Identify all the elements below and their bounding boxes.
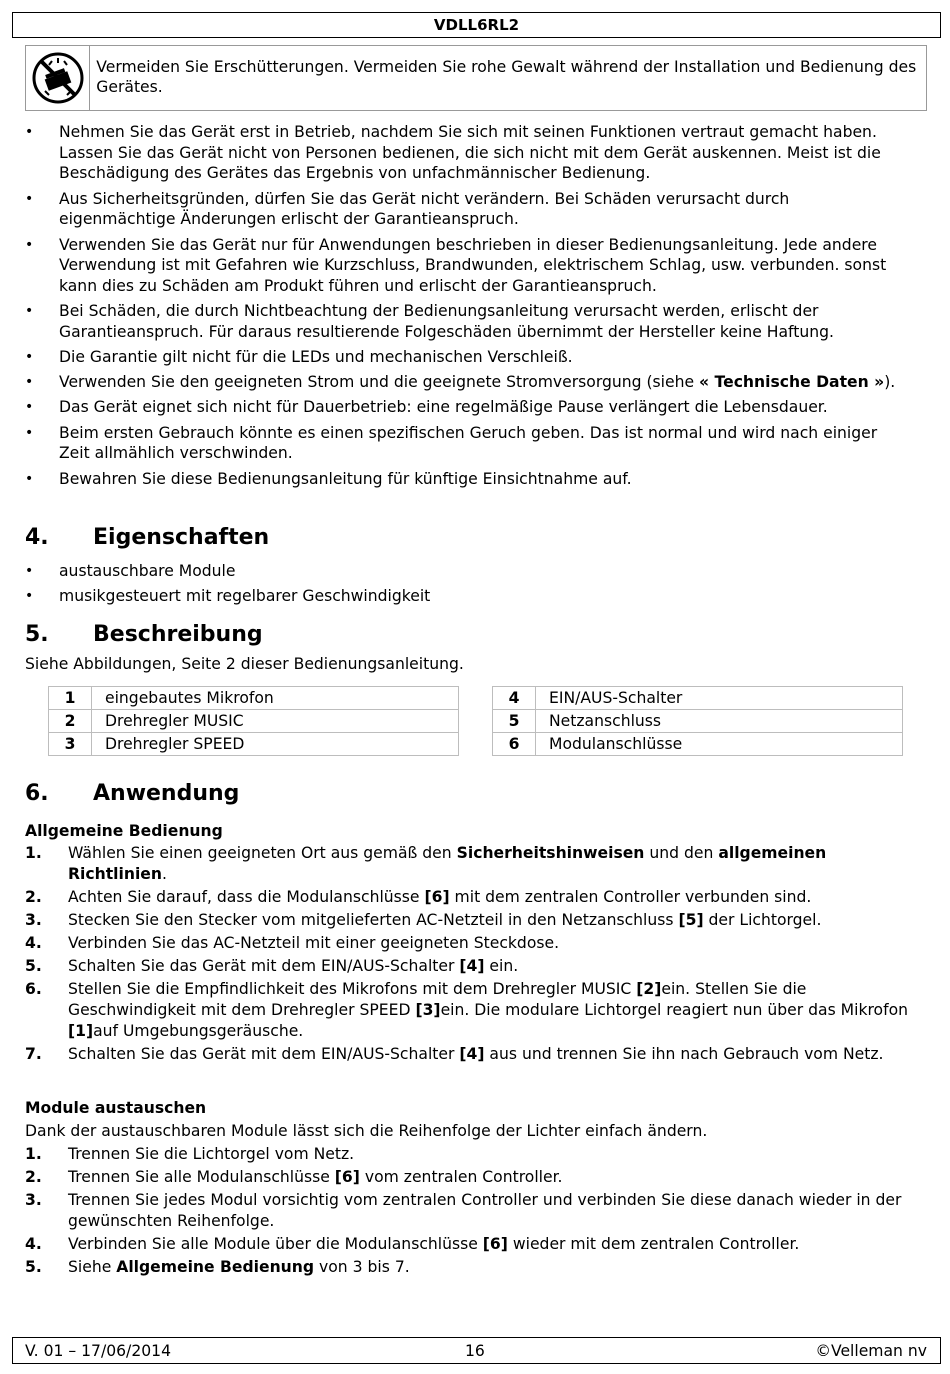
step-item <box>25 1044 925 1065</box>
step-emphasis: [1] <box>68 1022 94 1040</box>
parts-table-left <box>48 686 459 756</box>
step-text: Trennen Sie jedes Modul vorsichtig vom zentralen Controller und verbinden Sie diese danach wieder in der gewünschten Reihenfolge. <box>68 1191 902 1230</box>
step-text: der Lichtorgel. <box>703 911 822 929</box>
footer-version: V. 01 – 17/06/2014 <box>25 1342 172 1360</box>
table-row: 6 Modulanschlüsse <box>493 733 903 756</box>
header-title: VDLL6RL2 <box>433 16 520 34</box>
table-row: 5 Netzanschluss <box>493 710 903 733</box>
step-number: 7. <box>25 1045 42 1063</box>
list-item <box>25 372 905 393</box>
step-number: 5. <box>25 1258 42 1276</box>
table-row: 4 EIN/AUS-Schalter <box>493 687 903 710</box>
footer-copyright: ©Velleman nv <box>815 1342 927 1360</box>
step-text: Achten Sie darauf, dass die Modulanschlüsse <box>68 888 425 906</box>
page-header <box>12 12 941 38</box>
no-shock-icon <box>26 46 90 110</box>
step-text: Schalten Sie das Gerät mit dem EIN/AUS-Schalter <box>68 957 460 975</box>
step-text: Verbinden Sie alle Module über die Modulanschlüsse <box>68 1235 483 1253</box>
step-text: auf Umgebungsgeräusche. <box>93 1022 304 1040</box>
step-number: 5. <box>25 957 42 975</box>
step-text: mit dem zentralen Controller verbunden sind. <box>449 888 812 906</box>
table-row: 3 Drehregler SPEED <box>49 733 459 756</box>
item-text: ). <box>884 373 896 392</box>
step-text: Verbinden Sie das AC-Netzteil mit einer geeigneten Steckdose. <box>68 934 560 952</box>
list-item: • Bewahren Sie diese Bedienungsanleitung für künftige Einsichtnahme auf. <box>25 469 905 490</box>
step-number: 3. <box>25 911 42 929</box>
list-item: • austauschbare Module <box>25 561 905 582</box>
step-text: ein. Stellen Sie die Geschwindigkeit mit dem Drehregler SPEED <box>68 980 807 1019</box>
step-text: Trennen Sie die Lichtorgel vom Netz. <box>68 1145 355 1163</box>
list-item: • Das Gerät eignet sich nicht für Dauerbetrieb: eine regelmäßige Pause verlängert die Lebensdauer. <box>25 397 905 418</box>
step-text: ein. Die modulare Lichtorgel reagiert nun über das Mikrofon <box>440 1001 908 1019</box>
section-heading-beschreibung: 5. Beschreibung <box>25 622 263 647</box>
operation-steps <box>25 843 925 1067</box>
description-intro: Siehe Abbildungen, Seite 2 dieser Bedienungsanleitung. <box>25 655 464 673</box>
step-text: . <box>161 865 167 883</box>
step-item <box>25 1167 925 1188</box>
step-emphasis: [2] <box>636 980 662 998</box>
section-heading-eigenschaften: 4. Eigenschaften <box>25 525 270 550</box>
section-heading-anwendung: 6. Anwendung <box>25 781 240 806</box>
list-item: • Die Garantie gilt nicht für die LEDs und mechanischen Verschleiß. <box>25 347 905 368</box>
step-item <box>25 843 925 885</box>
list-item: • Bei Schäden, die durch Nichtbeachtung der Bedienungsanleitung verursacht werden, erlischt der Garantieanspruch. Für daraus resultierende Folgeschäden übernimmt der Hersteller keine Haftung. <box>25 301 905 342</box>
step-text: Schalten Sie das Gerät mit dem EIN/AUS-Schalter <box>68 1045 460 1063</box>
step-item <box>25 933 925 954</box>
warning-text: Vermeiden Sie Erschütterungen. Vermeiden Sie rohe Gewalt während der Installation und Bedienung des Gerätes. <box>96 58 917 96</box>
step-text: ein. <box>484 957 519 975</box>
safety-bullet-list <box>25 122 905 494</box>
subheading-allgemeine-bedienung: Allgemeine Bedienung <box>25 822 223 840</box>
step-item <box>25 887 925 908</box>
list-item: • musikgesteuert mit regelbarer Geschwindigkeit <box>25 586 905 607</box>
subheading-module-austauschen: Module austauschen <box>25 1099 207 1117</box>
step-item <box>25 1190 925 1232</box>
step-text: Wählen Sie einen geeigneten Ort aus gemäß den <box>68 844 457 862</box>
step-number: 2. <box>25 1168 42 1186</box>
step-text: und den <box>644 844 719 862</box>
step-item <box>25 1234 925 1255</box>
parts-table-right <box>492 686 903 756</box>
step-number: 1. <box>25 1145 42 1163</box>
step-text: Stecken Sie den Stecker vom mitgelieferten AC-Netzteil in den Netzanschluss <box>68 911 679 929</box>
step-emphasis: [4] <box>459 957 485 975</box>
step-text: aus und trennen Sie ihn nach Gebrauch vom Netz. <box>484 1045 884 1063</box>
step-number: 6. <box>25 980 42 998</box>
step-emphasis: [3] <box>415 1001 441 1019</box>
module-steps <box>25 1144 925 1280</box>
module-intro: Dank der austauschbaren Module lässt sich die Reihenfolge der Lichter einfach ändern. <box>25 1122 708 1140</box>
features-list <box>25 561 905 611</box>
footer-page-number: 16 <box>465 1342 485 1360</box>
step-item <box>25 956 925 977</box>
step-emphasis: allgemeinen Richtlinien <box>68 844 827 883</box>
item-text: Verwenden Sie den geeigneten Strom und die geeignete Stromversorgung (siehe <box>59 373 700 392</box>
step-emphasis: [5] <box>678 911 704 929</box>
step-text: vom zentralen Controller. <box>359 1168 563 1186</box>
step-text: von 3 bis 7. <box>314 1258 410 1276</box>
step-item <box>25 979 925 1042</box>
step-text: Stellen Sie die Empfindlichkeit des Mikrofons mit dem Drehregler MUSIC <box>68 980 637 998</box>
list-item: • Aus Sicherheitsgründen, dürfen Sie das Gerät nicht verändern. Bei Schäden verursacht durch eigenmächtige Änderungen erlischt der Garantieanspruch. <box>25 189 905 230</box>
list-item: • Nehmen Sie das Gerät erst in Betrieb, nachdem Sie sich mit seinen Funktionen vertraut gemacht haben. Lassen Sie das Gerät nicht von Personen bedienen, die sich nicht mit dem Gerät auskennen. Meist ist die Beschädigung des Gerätes das Ergebnis von unfachmännischer Bedienung. <box>25 122 905 184</box>
step-number: 1. <box>25 844 42 862</box>
table-row: 1 eingebautes Mikrofon <box>49 687 459 710</box>
step-emphasis: Sicherheitshinweisen <box>456 844 645 862</box>
table-row: 2 Drehregler MUSIC <box>49 710 459 733</box>
item-reference: « Technische Daten » <box>699 373 885 392</box>
list-item: • Beim ersten Gebrauch könnte es einen spezifischen Geruch geben. Das ist normal und wird nach einiger Zeit allmählich verschwinden. <box>25 423 905 464</box>
page-footer <box>12 1337 941 1364</box>
step-text: Siehe <box>68 1258 117 1276</box>
warning-box <box>25 45 927 111</box>
step-emphasis: [6] <box>482 1235 508 1253</box>
step-item <box>25 1257 925 1278</box>
step-emphasis: Allgemeine Bedienung <box>116 1258 315 1276</box>
step-number: 3. <box>25 1191 42 1209</box>
step-emphasis: [4] <box>459 1045 485 1063</box>
step-emphasis: [6] <box>334 1168 360 1186</box>
step-text: wieder mit dem zentralen Controller. <box>507 1235 800 1253</box>
list-item: • Verwenden Sie das Gerät nur für Anwendungen beschrieben in dieser Bedienungsanleitung. Jede andere Verwendung ist mit Gefahren wie Kurzschluss, Brandwunden, elektrischem Schlag, usw. verbunden. sonst kann dies zu Schäden am Produkt führen und erlischt der Garantieanspruch. <box>25 235 905 297</box>
step-item <box>25 1144 925 1165</box>
step-number: 2. <box>25 888 42 906</box>
step-item <box>25 910 925 931</box>
step-emphasis: [6] <box>424 888 450 906</box>
step-number: 4. <box>25 1235 42 1253</box>
step-text: Trennen Sie alle Modulanschlüsse <box>68 1168 335 1186</box>
step-number: 4. <box>25 934 42 952</box>
